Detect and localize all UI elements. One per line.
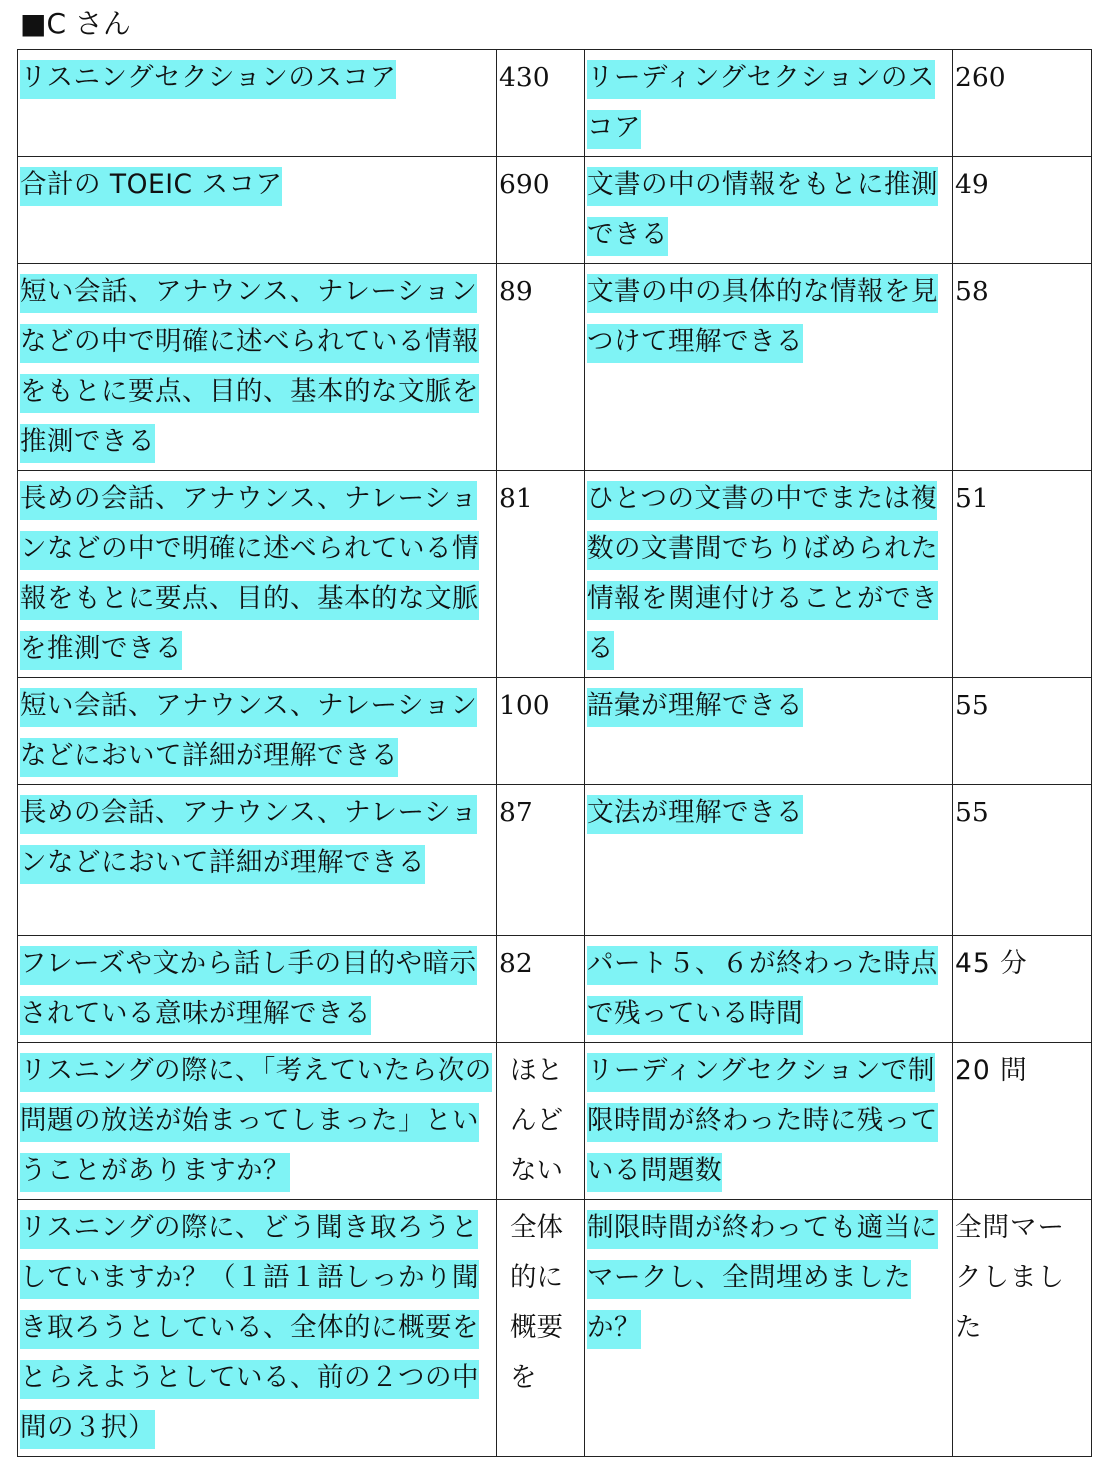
left-label-cell — [18, 50, 497, 157]
right-label: 語彙が理解できる — [587, 688, 803, 727]
left-label: 長めの会話、アナウンス、ナレーションなどの中で明確に述べられている情報をもとに要点、目的、基本的な文脈を推測できる — [20, 481, 479, 670]
right-value: 58 — [955, 276, 989, 307]
left-label-cell — [18, 264, 497, 471]
right-label-cell — [585, 157, 953, 264]
right-value: 55 — [955, 797, 989, 828]
table-row — [18, 264, 1092, 471]
right-label-cell — [585, 264, 953, 471]
left-label: 短い会話、アナウンス、ナレーションなどの中で明確に述べられている情報をもとに要点、目的、基本的な文脈を推測できる — [20, 274, 479, 463]
left-value-cell — [497, 157, 585, 264]
right-label-cell — [585, 678, 953, 785]
table-row — [18, 471, 1092, 678]
left-value-cell — [497, 1043, 585, 1200]
right-label-cell — [585, 471, 953, 678]
left-value-cell — [497, 678, 585, 785]
left-label-cell — [18, 157, 497, 264]
right-value-cell — [953, 157, 1092, 264]
table-row — [18, 785, 1092, 936]
left-label: 長めの会話、アナウンス、ナレーションなどにおいて詳細が理解できる — [20, 795, 477, 884]
left-value-cell — [497, 471, 585, 678]
right-label: 文書の中の具体的な情報を見つけて理解できる — [587, 274, 938, 363]
table-row — [18, 936, 1092, 1043]
right-label-cell — [585, 1200, 953, 1457]
table-row — [18, 678, 1092, 785]
left-label: フレーズや文から話し手の目的や暗示されている意味が理解できる — [20, 946, 477, 1035]
table-row — [18, 50, 1092, 157]
left-value: 430 — [499, 62, 550, 93]
right-value-cell — [953, 678, 1092, 785]
left-value-cell — [497, 264, 585, 471]
right-value-cell — [953, 50, 1092, 157]
left-label-cell — [18, 1043, 497, 1200]
right-label: ひとつの文書の中でまたは複数の文書間でちりばめられた情報を関連付けることができる — [587, 481, 938, 670]
left-value: 87 — [499, 797, 533, 828]
left-label: 合計の TOEIC スコア — [20, 167, 282, 206]
left-label-cell — [18, 785, 497, 936]
left-value: 全体的に概要を — [510, 1212, 563, 1393]
right-label: パート５、６が終わった時点で残っている時間 — [587, 946, 938, 1035]
section-heading: ■C さん — [20, 7, 131, 40]
right-label: リーディングセクションのスコア — [587, 60, 935, 149]
left-value: 89 — [499, 276, 533, 307]
score-table — [17, 49, 1092, 1457]
left-label-cell — [18, 678, 497, 785]
table-row — [18, 1200, 1092, 1457]
right-value: 51 — [955, 483, 989, 514]
table-row — [18, 1043, 1092, 1200]
right-label: 制限時間が終わっても適当にマークし、全問埋めましたか？ — [587, 1210, 938, 1349]
right-value: 20 問 — [955, 1055, 1028, 1086]
left-value: 82 — [499, 948, 533, 979]
left-value: ほとんどない — [510, 1055, 563, 1186]
right-value: 55 — [955, 690, 989, 721]
right-value-cell — [953, 936, 1092, 1043]
right-value-cell — [953, 471, 1092, 678]
left-label: 短い会話、アナウンス、ナレーションなどにおいて詳細が理解できる — [20, 688, 477, 777]
left-label-cell — [18, 1200, 497, 1457]
right-value: 49 — [955, 169, 989, 200]
left-value-cell — [497, 785, 585, 936]
left-label: リスニングセクションのスコア — [20, 60, 396, 99]
right-label-cell — [585, 936, 953, 1043]
left-value-cell — [497, 50, 585, 157]
right-value-cell — [953, 785, 1092, 936]
left-value-cell — [497, 1200, 585, 1457]
right-value: 260 — [955, 62, 1006, 93]
left-label: リスニングの際に、どう聞き取ろうとしていますか？（１語１語しっかり聞き取ろうとしている、全体的に概要をとらえようとしている、前の２つの中間の３択） — [20, 1210, 479, 1449]
right-value: 全問マークしました — [955, 1212, 1065, 1343]
right-label: 文法が理解できる — [587, 795, 803, 834]
right-value-cell — [953, 264, 1092, 471]
left-value: 100 — [499, 690, 550, 721]
left-value: 690 — [499, 169, 550, 200]
right-value-cell — [953, 1043, 1092, 1200]
right-label-cell — [585, 785, 953, 936]
left-label: リスニングの際に、「考えていたら次の問題の放送が始まってしまった」ということがありますか？ — [20, 1053, 492, 1192]
right-value-cell — [953, 1200, 1092, 1457]
left-value-cell — [497, 936, 585, 1043]
right-label: 文書の中の情報をもとに推測できる — [587, 167, 938, 256]
left-label-cell — [18, 471, 497, 678]
left-label-cell — [18, 936, 497, 1043]
right-label-cell — [585, 50, 953, 157]
table-row — [18, 157, 1092, 264]
left-value: 81 — [499, 483, 533, 514]
right-label-cell — [585, 1043, 953, 1200]
right-label: リーディングセクションで制限時間が終わった時に残っている問題数 — [587, 1053, 938, 1192]
right-value: 45 分 — [955, 948, 1028, 979]
